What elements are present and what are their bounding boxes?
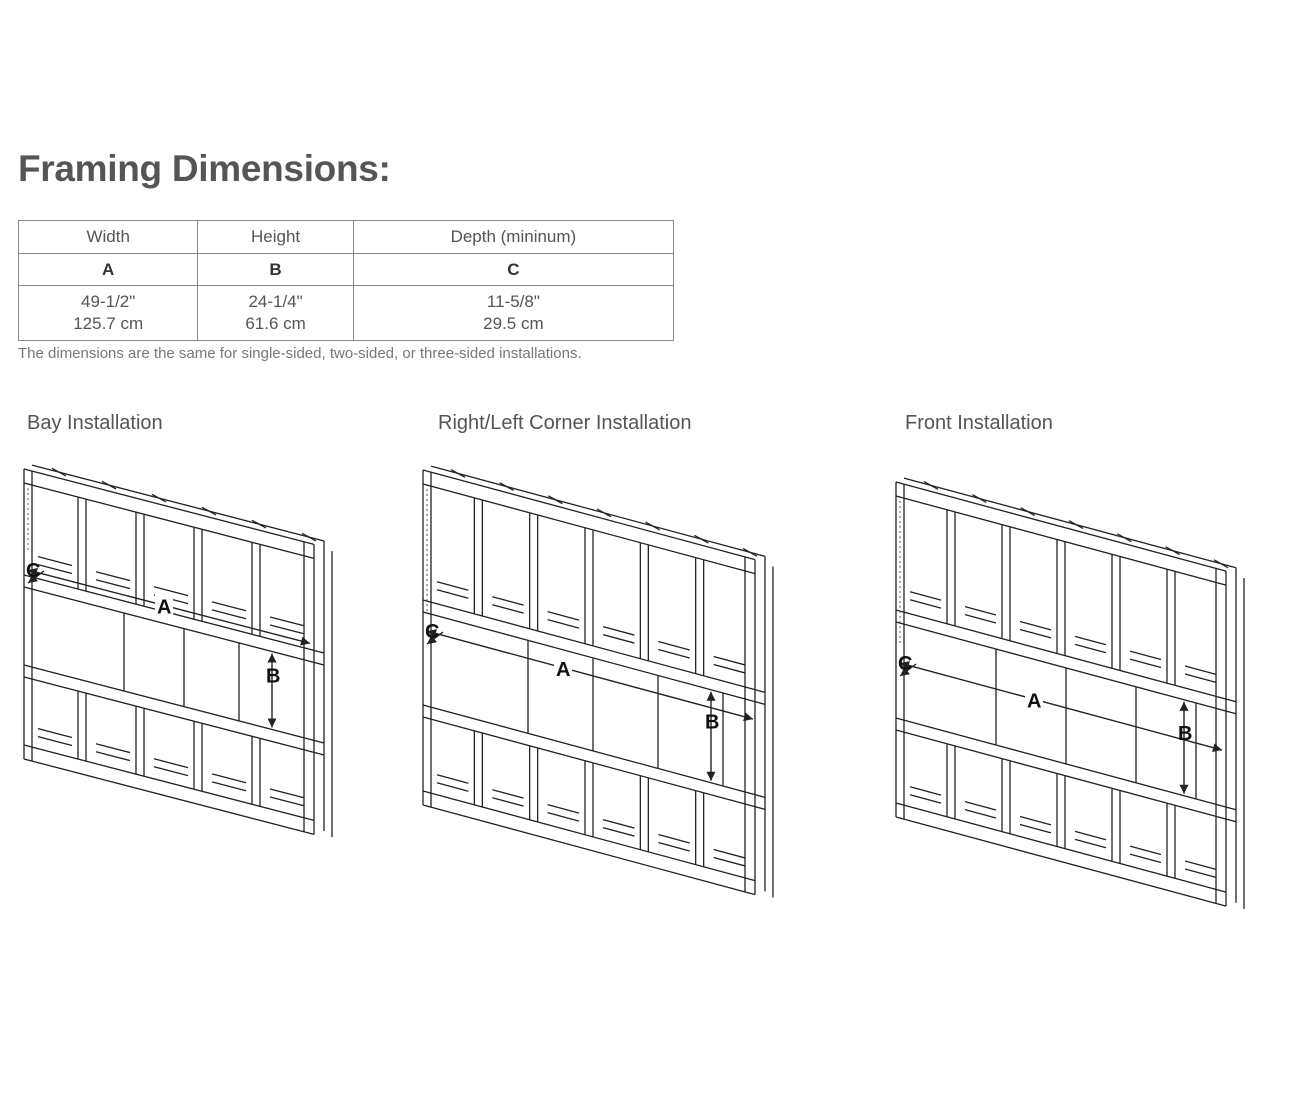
- depth-inches: 11-5/8": [486, 292, 540, 311]
- lower-blocking-line: [96, 752, 130, 761]
- lower-blocking-line: [1020, 824, 1051, 832]
- lower-blocking-line: [212, 774, 246, 783]
- upper-blocking-line: [270, 617, 304, 626]
- upper-blocking-line: [96, 580, 130, 589]
- upper-blocking-line: [1185, 666, 1216, 674]
- dimension-b-arrow-top: [707, 692, 716, 701]
- lower-blocking-line: [965, 802, 996, 810]
- bottom-plate-line: [423, 805, 755, 895]
- upper-blocking-line: [714, 664, 745, 672]
- front-installation-label: Front Installation: [905, 412, 1053, 434]
- dimension-c-label: C: [26, 560, 41, 582]
- table-note: The dimensions are the same for single-sided, two-sided, or three-sided installations.: [18, 345, 582, 362]
- upper-blocking-line: [492, 597, 523, 605]
- lower-blocking-line: [1185, 869, 1216, 877]
- dimension-c-label: C: [898, 653, 913, 675]
- lower-blocking-line: [38, 737, 72, 746]
- upper-blocking-line: [658, 642, 689, 650]
- value-width: [19, 286, 198, 341]
- width-inches: 49-1/2": [81, 292, 136, 311]
- bottom-plate-upper-line: [896, 803, 1226, 892]
- dimension-b-arrow-bottom: [1180, 785, 1189, 794]
- dimension-b-label: B: [705, 711, 720, 734]
- value-depth: [353, 286, 673, 341]
- letter-c: C: [353, 254, 673, 286]
- lower-blocking-line: [658, 835, 689, 843]
- table-header-row: [19, 221, 674, 254]
- upper-blocking-line: [603, 627, 634, 635]
- dimension-c-label: C: [425, 621, 440, 643]
- dimension-b-label: B: [266, 665, 281, 688]
- upper-blocking-line: [1075, 636, 1106, 644]
- corner-installation-diagram: [417, 450, 797, 925]
- bay-installation-label: Bay Installation: [27, 412, 163, 434]
- upper-blocking-line: [910, 592, 941, 600]
- lower-blocking-line: [437, 775, 468, 783]
- height-inches: 24-1/4": [248, 292, 303, 311]
- lower-blocking-line: [154, 767, 188, 776]
- lower-blocking-line: [1075, 831, 1106, 839]
- table-value-row: [19, 286, 674, 341]
- header-width: Width: [19, 221, 198, 254]
- upper-blocking-line: [603, 635, 634, 643]
- header-depth: Depth (mininum): [353, 221, 673, 254]
- dimension-b-arrow-bottom: [268, 718, 277, 727]
- dimension-a-label: A: [157, 596, 172, 619]
- letter-b: B: [198, 254, 353, 286]
- table-letter-row: [19, 254, 674, 286]
- upper-blocking-line: [965, 615, 996, 623]
- lower-blocking-line: [965, 810, 996, 818]
- value-height: [198, 286, 353, 341]
- lower-blocking-line: [910, 795, 941, 803]
- lower-blocking-line: [548, 813, 579, 821]
- top-plate-lower-line: [423, 484, 755, 574]
- top-plate-line: [24, 469, 314, 544]
- dimension-a-label: A: [556, 658, 571, 681]
- upper-blocking-line: [1130, 659, 1161, 667]
- upper-blocking-line: [96, 572, 130, 581]
- top-plate-line: [896, 482, 1226, 571]
- top-plate-lower-line: [896, 496, 1226, 585]
- lower-blocking-line: [437, 783, 468, 791]
- top-plate-lower-line: [24, 483, 314, 558]
- top-plate-line: [423, 470, 755, 560]
- depth-cm: 29.5 cm: [483, 314, 544, 333]
- dimension-a-line: [900, 663, 1222, 750]
- bottom-plate-upper-line: [24, 745, 314, 820]
- dimension-a-arrow-right: [1212, 743, 1222, 752]
- lower-blocking-line: [1075, 839, 1106, 847]
- lower-blocking-line: [910, 787, 941, 795]
- top-plate-back-line: [904, 478, 1236, 568]
- dimension-b-arrow-top: [268, 653, 277, 662]
- lower-blocking-line: [658, 843, 689, 851]
- upper-blocking-line: [492, 605, 523, 613]
- lower-blocking-line: [1130, 846, 1161, 854]
- dimension-a-label: A: [1027, 690, 1042, 713]
- page-title: Framing Dimensions:: [18, 148, 391, 189]
- lower-blocking-line: [38, 729, 72, 738]
- lower-blocking-line: [492, 790, 523, 798]
- upper-blocking-line: [714, 656, 745, 664]
- lower-blocking-line: [603, 820, 634, 828]
- top-plate-back-line: [32, 465, 324, 541]
- upper-blocking-line: [548, 620, 579, 628]
- lower-blocking-line: [548, 805, 579, 813]
- bottom-plate-line: [896, 817, 1226, 906]
- corner-installation-label: Right/Left Corner Installation: [438, 412, 692, 434]
- upper-blocking-line: [1130, 651, 1161, 659]
- lower-blocking-line: [492, 798, 523, 806]
- bottom-plate-upper-line: [423, 791, 755, 881]
- front-installation-diagram: [888, 462, 1268, 932]
- dimension-a-arrow-right: [300, 637, 310, 646]
- dimension-b-arrow-top: [1180, 702, 1189, 711]
- opening-plate-line-3: [24, 677, 324, 755]
- lower-blocking-line: [212, 782, 246, 791]
- upper-blocking-line: [965, 607, 996, 615]
- lower-blocking-line: [1130, 854, 1161, 862]
- upper-blocking-line: [1020, 629, 1051, 637]
- lower-blocking-line: [96, 744, 130, 753]
- height-cm: 61.6 cm: [245, 314, 306, 333]
- upper-blocking-line: [437, 590, 468, 598]
- header-height: Height: [198, 221, 353, 254]
- lower-blocking-line: [270, 797, 304, 806]
- dimension-b-arrow-bottom: [707, 772, 716, 781]
- upper-blocking-line: [38, 557, 72, 566]
- upper-blocking-line: [548, 612, 579, 620]
- top-plate-back-line: [431, 466, 765, 556]
- dimensions-table: [18, 220, 674, 341]
- lower-blocking-line: [154, 759, 188, 768]
- opening-plate-line-1: [24, 587, 324, 665]
- upper-blocking-line: [212, 602, 246, 611]
- opening-plate-line-0: [24, 575, 324, 653]
- lower-blocking-line: [714, 849, 745, 857]
- lower-blocking-line: [270, 789, 304, 798]
- lower-blocking-line: [603, 828, 634, 836]
- opening-plate-line-1: [423, 612, 765, 704]
- lower-blocking-line: [1185, 861, 1216, 869]
- upper-blocking-line: [1020, 621, 1051, 629]
- upper-blocking-line: [1075, 644, 1106, 652]
- upper-blocking-line: [658, 650, 689, 658]
- upper-blocking-line: [1185, 674, 1216, 682]
- upper-blocking-line: [270, 625, 304, 634]
- dimension-b-label: B: [1178, 722, 1193, 745]
- lower-blocking-line: [1020, 816, 1051, 824]
- letter-a: A: [19, 254, 198, 286]
- upper-blocking-line: [212, 610, 246, 619]
- width-cm: 125.7 cm: [73, 314, 144, 333]
- upper-blocking-line: [437, 582, 468, 590]
- bay-installation-diagram: [18, 455, 348, 875]
- lower-blocking-line: [714, 857, 745, 865]
- upper-blocking-line: [910, 600, 941, 608]
